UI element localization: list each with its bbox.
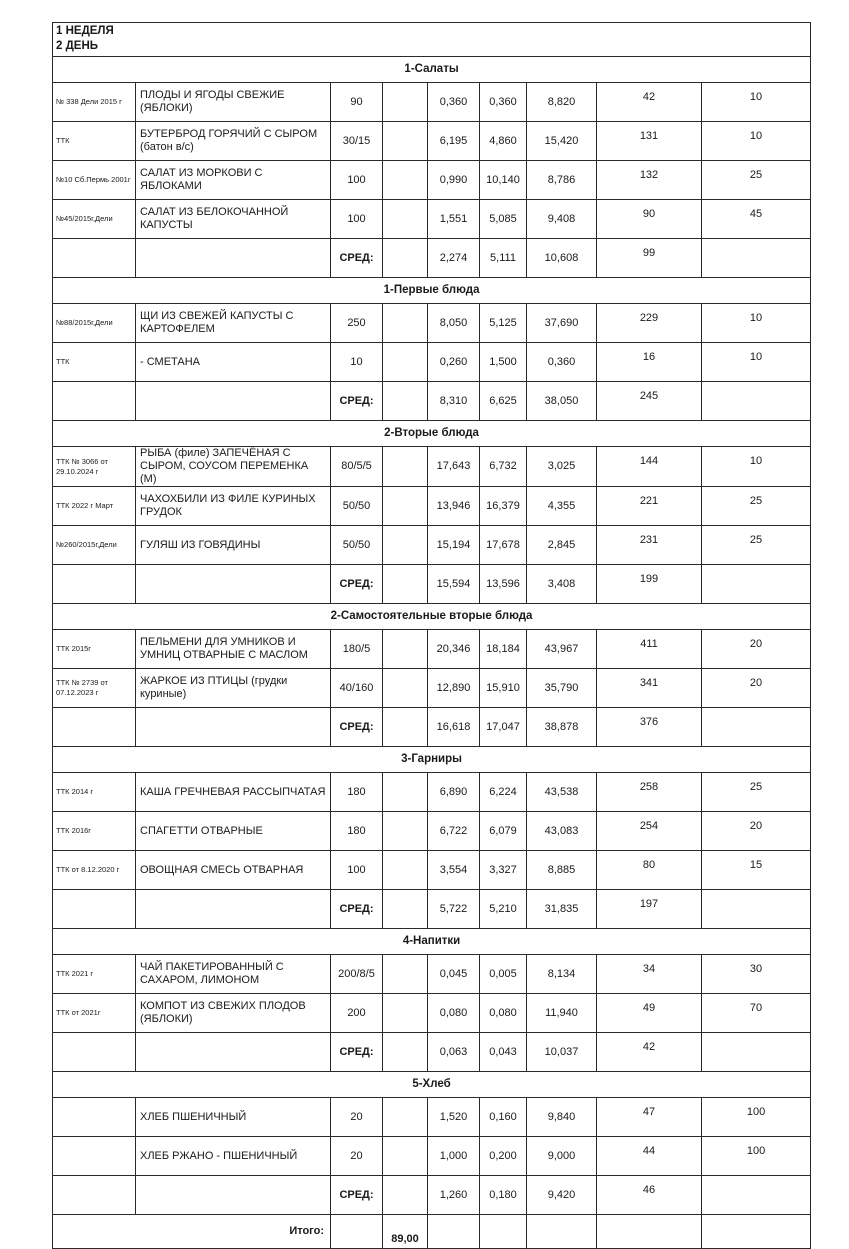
dish-blank (383, 955, 428, 994)
average-fat: 5,111 (480, 239, 527, 278)
dish-weight: 50/50 (331, 526, 383, 565)
dish-code: ТТК 2014 г (53, 773, 136, 812)
dish-code: ТТК (53, 343, 136, 382)
dish-protein: 0,990 (428, 161, 480, 200)
dish-blank (383, 83, 428, 122)
average-price-empty (702, 708, 811, 747)
dish-name: ГУЛЯШ ИЗ ГОВЯДИНЫ (136, 526, 331, 565)
average-label: СРЕД: (331, 890, 383, 929)
dish-row (53, 200, 811, 239)
dish-row (53, 812, 811, 851)
dish-fat: 15,910 (480, 669, 527, 708)
average-label: СРЕД: (331, 1033, 383, 1072)
average-blank (383, 1176, 428, 1215)
dish-name: БУТЕРБРОД ГОРЯЧИЙ С СЫРОМ (батон в/с) (136, 122, 331, 161)
dish-kcal: 221 (597, 487, 702, 526)
average-price-empty (702, 239, 811, 278)
average-row (53, 1176, 811, 1215)
section-title: 1-Первые блюда (53, 278, 811, 304)
dish-carbs: 11,940 (527, 994, 597, 1033)
dish-weight: 50/50 (331, 487, 383, 526)
section-title: 2-Вторые блюда (53, 421, 811, 447)
dish-name: СПАГЕТТИ ОТВАРНЫЕ (136, 812, 331, 851)
section-header-row (53, 604, 811, 630)
dish-carbs: 43,538 (527, 773, 597, 812)
average-kcal: 197 (597, 890, 702, 929)
dish-protein: 0,360 (428, 83, 480, 122)
average-blank (383, 708, 428, 747)
average-name-empty (136, 382, 331, 421)
dish-row (53, 773, 811, 812)
dish-protein: 6,195 (428, 122, 480, 161)
dish-price: 20 (702, 630, 811, 669)
dish-weight: 20 (331, 1098, 383, 1137)
average-fat: 0,180 (480, 1176, 527, 1215)
dish-row (53, 669, 811, 708)
dish-blank (383, 161, 428, 200)
dish-kcal: 131 (597, 122, 702, 161)
dish-protein: 3,554 (428, 851, 480, 890)
dish-price: 10 (702, 122, 811, 161)
dish-name: ЧАХОХБИЛИ ИЗ ФИЛЕ КУРИНЫХ ГРУДОК (136, 487, 331, 526)
dish-weight: 180 (331, 773, 383, 812)
total-empty (702, 1215, 811, 1249)
dish-name: ПЕЛЬМЕНИ ДЛЯ УМНИКОВ И УМНИЦ ОТВАРНЫЕ С МАСЛОМ (136, 630, 331, 669)
dish-carbs: 43,083 (527, 812, 597, 851)
day-row (53, 40, 811, 57)
dish-name: - СМЕТАНА (136, 343, 331, 382)
dish-row (53, 994, 811, 1033)
average-row (53, 565, 811, 604)
dish-row (53, 304, 811, 343)
average-label: СРЕД: (331, 239, 383, 278)
dish-fat: 17,678 (480, 526, 527, 565)
dish-row (53, 1098, 811, 1137)
dish-fat: 5,125 (480, 304, 527, 343)
average-code-empty (53, 1033, 136, 1072)
section-title: 4-Напитки (53, 929, 811, 955)
total-empty (480, 1215, 527, 1249)
average-label: СРЕД: (331, 565, 383, 604)
dish-blank (383, 773, 428, 812)
dish-blank (383, 630, 428, 669)
dish-code: №10 Сб.Пермь 2001г (53, 161, 136, 200)
average-carbs: 10,608 (527, 239, 597, 278)
average-kcal: 376 (597, 708, 702, 747)
dish-weight: 20 (331, 1137, 383, 1176)
dish-kcal: 411 (597, 630, 702, 669)
dish-blank (383, 812, 428, 851)
dish-fat: 0,080 (480, 994, 527, 1033)
dish-kcal: 44 (597, 1137, 702, 1176)
average-protein: 16,618 (428, 708, 480, 747)
dish-fat: 10,140 (480, 161, 527, 200)
dish-row (53, 526, 811, 565)
average-protein: 0,063 (428, 1033, 480, 1072)
average-protein: 8,310 (428, 382, 480, 421)
dish-name: ЩИ ИЗ СВЕЖЕЙ КАПУСТЫ С КАРТОФЕЛЕМ (136, 304, 331, 343)
dish-protein: 1,551 (428, 200, 480, 239)
dish-kcal: 16 (597, 343, 702, 382)
dish-name: ЖАРКОЕ ИЗ ПТИЦЫ (грудки куриные) (136, 669, 331, 708)
dish-price: 10 (702, 83, 811, 122)
dish-carbs: 4,355 (527, 487, 597, 526)
dish-kcal: 258 (597, 773, 702, 812)
average-kcal: 245 (597, 382, 702, 421)
dish-protein: 17,643 (428, 447, 480, 487)
dish-fat: 6,732 (480, 447, 527, 487)
average-name-empty (136, 708, 331, 747)
average-name-empty (136, 890, 331, 929)
average-carbs: 3,408 (527, 565, 597, 604)
dish-row (53, 447, 811, 487)
total-empty (428, 1215, 480, 1249)
week-row (53, 23, 811, 41)
dish-protein: 20,346 (428, 630, 480, 669)
dish-fat: 0,200 (480, 1137, 527, 1176)
dish-protein: 0,045 (428, 955, 480, 994)
average-code-empty (53, 890, 136, 929)
dish-kcal: 80 (597, 851, 702, 890)
dish-kcal: 254 (597, 812, 702, 851)
total-empty (331, 1215, 383, 1249)
dish-carbs: 15,420 (527, 122, 597, 161)
dish-kcal: 231 (597, 526, 702, 565)
average-name-empty (136, 1176, 331, 1215)
average-name-empty (136, 565, 331, 604)
dish-price: 70 (702, 994, 811, 1033)
average-price-empty (702, 565, 811, 604)
dish-price: 10 (702, 304, 811, 343)
dish-carbs: 9,840 (527, 1098, 597, 1137)
dish-fat: 0,360 (480, 83, 527, 122)
average-row (53, 890, 811, 929)
dish-fat: 16,379 (480, 487, 527, 526)
dish-row (53, 487, 811, 526)
dish-carbs: 2,845 (527, 526, 597, 565)
dish-protein: 0,080 (428, 994, 480, 1033)
dish-price: 25 (702, 161, 811, 200)
section-header-row (53, 929, 811, 955)
average-label: СРЕД: (331, 708, 383, 747)
dish-code: ТТК № 2739 от 07.12.2023 г (53, 669, 136, 708)
dish-carbs: 9,408 (527, 200, 597, 239)
dish-name: ХЛЕБ ПШЕНИЧНЫЙ (136, 1098, 331, 1137)
dish-protein: 15,194 (428, 526, 480, 565)
dish-kcal: 47 (597, 1098, 702, 1137)
dish-carbs: 8,786 (527, 161, 597, 200)
dish-carbs: 9,000 (527, 1137, 597, 1176)
dish-code: ТТК 2015г (53, 630, 136, 669)
dish-carbs: 8,820 (527, 83, 597, 122)
average-code-empty (53, 239, 136, 278)
dish-fat: 1,500 (480, 343, 527, 382)
dish-weight: 10 (331, 343, 383, 382)
dish-code: ТТК 2021 г (53, 955, 136, 994)
section-title: 1-Салаты (53, 57, 811, 83)
dish-fat: 4,860 (480, 122, 527, 161)
dish-carbs: 8,134 (527, 955, 597, 994)
dish-name: КОМПОТ ИЗ СВЕЖИХ ПЛОДОВ (ЯБЛОКИ) (136, 994, 331, 1033)
dish-fat: 5,085 (480, 200, 527, 239)
week-label: 1 НЕДЕЛЯ (53, 23, 811, 41)
dish-weight: 180/5 (331, 630, 383, 669)
dish-row (53, 851, 811, 890)
average-price-empty (702, 1033, 811, 1072)
dish-weight: 200 (331, 994, 383, 1033)
dish-price: 15 (702, 851, 811, 890)
dish-price: 100 (702, 1137, 811, 1176)
total-row (53, 1215, 811, 1249)
average-kcal: 99 (597, 239, 702, 278)
dish-protein: 13,946 (428, 487, 480, 526)
section-header-row (53, 421, 811, 447)
dish-code: ТТК 2022 г Март (53, 487, 136, 526)
dish-carbs: 0,360 (527, 343, 597, 382)
dish-blank (383, 304, 428, 343)
dish-price: 10 (702, 343, 811, 382)
dish-carbs: 3,025 (527, 447, 597, 487)
dish-protein: 1,000 (428, 1137, 480, 1176)
section-title: 5-Хлеб (53, 1072, 811, 1098)
average-code-empty (53, 1176, 136, 1215)
dish-protein: 6,722 (428, 812, 480, 851)
dish-row (53, 955, 811, 994)
dish-blank (383, 994, 428, 1033)
dish-name: КАША ГРЕЧНЕВАЯ РАССЫПЧАТАЯ (136, 773, 331, 812)
dish-weight: 180 (331, 812, 383, 851)
average-blank (383, 1033, 428, 1072)
section-header-row (53, 57, 811, 83)
dish-protein: 0,260 (428, 343, 480, 382)
dish-fat: 6,079 (480, 812, 527, 851)
dish-weight: 100 (331, 161, 383, 200)
dish-code (53, 1137, 136, 1176)
dish-row (53, 343, 811, 382)
dish-carbs: 37,690 (527, 304, 597, 343)
total-empty (597, 1215, 702, 1249)
section-header-row (53, 1072, 811, 1098)
average-fat: 5,210 (480, 890, 527, 929)
dish-weight: 90 (331, 83, 383, 122)
dish-price: 25 (702, 773, 811, 812)
dish-kcal: 90 (597, 200, 702, 239)
dish-weight: 40/160 (331, 669, 383, 708)
dish-blank (383, 447, 428, 487)
dish-protein: 6,890 (428, 773, 480, 812)
dish-blank (383, 343, 428, 382)
dish-price: 20 (702, 669, 811, 708)
average-name-empty (136, 1033, 331, 1072)
dish-fat: 18,184 (480, 630, 527, 669)
dish-kcal: 341 (597, 669, 702, 708)
average-price-empty (702, 382, 811, 421)
total-empty (527, 1215, 597, 1249)
dish-code: №260/2015г,Дели (53, 526, 136, 565)
average-row (53, 382, 811, 421)
section-header-row (53, 747, 811, 773)
dish-weight: 30/15 (331, 122, 383, 161)
dish-blank (383, 487, 428, 526)
dish-name: ЧАЙ ПАКЕТИРОВАННЫЙ С САХАРОМ, ЛИМОНОМ (136, 955, 331, 994)
dish-weight: 100 (331, 200, 383, 239)
average-price-empty (702, 1176, 811, 1215)
average-carbs: 31,835 (527, 890, 597, 929)
dish-name: ХЛЕБ РЖАНО - ПШЕНИЧНЫЙ (136, 1137, 331, 1176)
average-label: СРЕД: (331, 382, 383, 421)
average-kcal: 199 (597, 565, 702, 604)
dish-code (53, 1098, 136, 1137)
section-header-row (53, 278, 811, 304)
dish-weight: 80/5/5 (331, 447, 383, 487)
average-blank (383, 239, 428, 278)
dish-protein: 8,050 (428, 304, 480, 343)
menu-sheet (52, 22, 810, 1249)
dish-blank (383, 669, 428, 708)
dish-weight: 250 (331, 304, 383, 343)
dish-protein: 12,890 (428, 669, 480, 708)
dish-code: ТТК от 2021г (53, 994, 136, 1033)
dish-price: 45 (702, 200, 811, 239)
average-price-empty (702, 890, 811, 929)
dish-name: ПЛОДЫ И ЯГОДЫ СВЕЖИЕ (ЯБЛОКИ) (136, 83, 331, 122)
dish-price: 30 (702, 955, 811, 994)
average-carbs: 38,878 (527, 708, 597, 747)
average-fat: 13,596 (480, 565, 527, 604)
average-protein: 15,594 (428, 565, 480, 604)
dish-row (53, 1137, 811, 1176)
dish-code: №45/2015г,Дели (53, 200, 136, 239)
dish-fat: 3,327 (480, 851, 527, 890)
dish-row (53, 161, 811, 200)
average-carbs: 9,420 (527, 1176, 597, 1215)
average-blank (383, 565, 428, 604)
average-protein: 2,274 (428, 239, 480, 278)
average-blank (383, 382, 428, 421)
dish-blank (383, 122, 428, 161)
dish-carbs: 43,967 (527, 630, 597, 669)
dish-protein: 1,520 (428, 1098, 480, 1137)
total-value: 89,00 (383, 1215, 428, 1249)
dish-price: 100 (702, 1098, 811, 1137)
dish-fat: 0,005 (480, 955, 527, 994)
dish-name: САЛАТ ИЗ БЕЛОКОЧАННОЙ КАПУСТЫ (136, 200, 331, 239)
dish-row (53, 122, 811, 161)
average-protein: 5,722 (428, 890, 480, 929)
dish-code: №88/2015г,Дели (53, 304, 136, 343)
dish-blank (383, 526, 428, 565)
total-label: Итого: (53, 1215, 331, 1249)
dish-code: ТТК (53, 122, 136, 161)
average-fat: 17,047 (480, 708, 527, 747)
average-row (53, 708, 811, 747)
dish-carbs: 35,790 (527, 669, 597, 708)
dish-price: 20 (702, 812, 811, 851)
average-fat: 6,625 (480, 382, 527, 421)
dish-kcal: 144 (597, 447, 702, 487)
dish-price: 10 (702, 447, 811, 487)
dish-kcal: 34 (597, 955, 702, 994)
average-blank (383, 890, 428, 929)
average-code-empty (53, 565, 136, 604)
average-carbs: 38,050 (527, 382, 597, 421)
dish-kcal: 229 (597, 304, 702, 343)
dish-blank (383, 851, 428, 890)
dish-name: ОВОЩНАЯ СМЕСЬ ОТВАРНАЯ (136, 851, 331, 890)
average-code-empty (53, 382, 136, 421)
dish-kcal: 49 (597, 994, 702, 1033)
average-name-empty (136, 239, 331, 278)
dish-code: ТТК от 8.12.2020 г (53, 851, 136, 890)
dish-name: САЛАТ ИЗ МОРКОВИ С ЯБЛОКАМИ (136, 161, 331, 200)
dish-fat: 6,224 (480, 773, 527, 812)
dish-price: 25 (702, 487, 811, 526)
dish-carbs: 8,885 (527, 851, 597, 890)
menu-table (52, 22, 811, 1249)
dish-weight: 200/8/5 (331, 955, 383, 994)
dish-blank (383, 1137, 428, 1176)
average-row (53, 1033, 811, 1072)
dish-weight: 100 (331, 851, 383, 890)
average-protein: 1,260 (428, 1176, 480, 1215)
section-title: 3-Гарниры (53, 747, 811, 773)
dish-kcal: 42 (597, 83, 702, 122)
average-carbs: 10,037 (527, 1033, 597, 1072)
average-kcal: 42 (597, 1033, 702, 1072)
day-label: 2 ДЕНЬ (53, 40, 811, 57)
dish-fat: 0,160 (480, 1098, 527, 1137)
average-row (53, 239, 811, 278)
average-code-empty (53, 708, 136, 747)
dish-row (53, 630, 811, 669)
section-title: 2-Самостоятельные вторые блюда (53, 604, 811, 630)
average-kcal: 46 (597, 1176, 702, 1215)
dish-code: ТТК 2016г (53, 812, 136, 851)
dish-blank (383, 1098, 428, 1137)
dish-code: ТТК № 3066 от 29.10.2024 г (53, 447, 136, 487)
dish-name: РЫБА (филе) ЗАПЕЧЁНАЯ С СЫРОМ, СОУСОМ ПЕРЕМЕНКА (М) (136, 447, 331, 487)
average-fat: 0,043 (480, 1033, 527, 1072)
dish-price: 25 (702, 526, 811, 565)
dish-kcal: 132 (597, 161, 702, 200)
dish-blank (383, 200, 428, 239)
average-label: СРЕД: (331, 1176, 383, 1215)
dish-row (53, 83, 811, 122)
dish-code: № 338 Дели 2015 г (53, 83, 136, 122)
